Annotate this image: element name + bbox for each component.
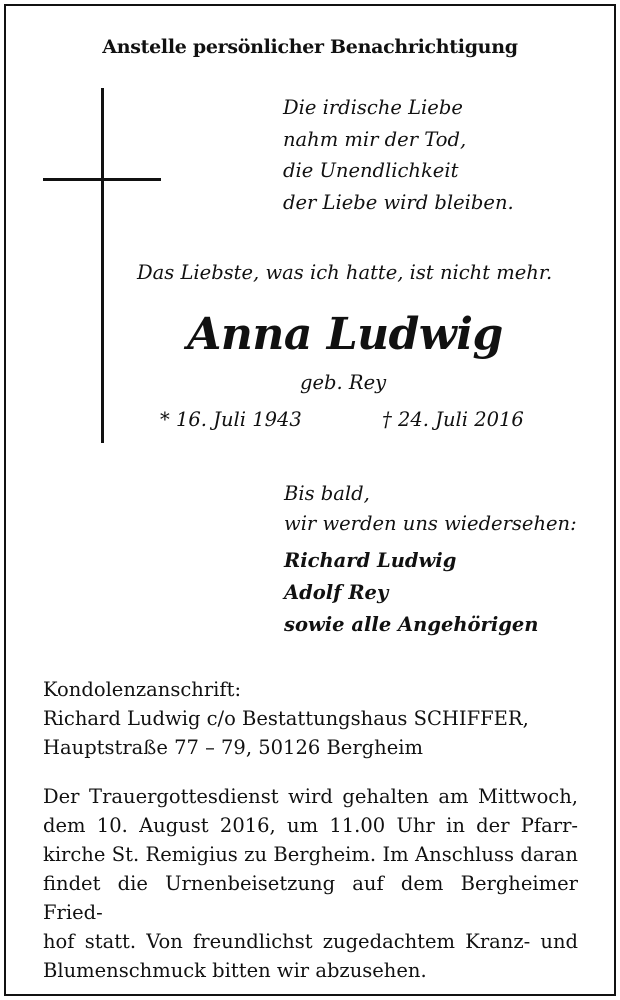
mourners <box>284 545 538 641</box>
farewell <box>284 479 577 539</box>
birth-date: * 16. Juli 1943 <box>160 408 302 431</box>
service-line: hof statt. Von freundlichst zugedachtem Kranz- und <box>43 930 578 953</box>
death-date: † 24. Juli 2016 <box>382 408 524 431</box>
service-info <box>43 782 578 985</box>
birth-name: geb. Rey <box>300 371 387 394</box>
condolence-line: Richard Ludwig c/o Bestattungshaus SCHIFFER, <box>43 707 529 730</box>
service-line: Der Trauergottesdienst wird gehalten am Mittwoch, <box>43 785 578 808</box>
service-line: findet die Urnenbeisetzung auf dem Bergheimer Fried- <box>43 872 578 924</box>
verse <box>283 92 514 218</box>
condolence-address <box>43 675 578 762</box>
service-line: kirche St. Remigius zu Bergheim. Im Anschluss daran <box>43 843 578 866</box>
quote: Das Liebste, was ich hatte, ist nicht mehr. <box>137 261 553 284</box>
deceased-name: Anna Ludwig <box>187 309 503 360</box>
verse-line: nahm mir der Tod, <box>283 127 467 151</box>
service-line: Blumenschmuck bitten wir abzusehen. <box>43 959 427 982</box>
service-line: dem 10. August 2016, um 11.00 Uhr in der Pfarr- <box>43 814 578 837</box>
notice-header: Anstelle persönlicher Benachrichtigung <box>102 36 518 58</box>
mourner-name: sowie alle Angehörigen <box>284 613 539 636</box>
condolence-line: Hauptstraße 77 – 79, 50126 Bergheim <box>43 736 423 759</box>
verse-line: Die irdische Liebe <box>283 96 463 119</box>
condolence-line: Kondolenzanschrift: <box>43 678 242 701</box>
cross-icon <box>101 88 104 443</box>
farewell-line: wir werden uns wiedersehen: <box>284 512 577 535</box>
verse-line: der Liebe wird bleiben. <box>283 190 514 214</box>
verse-line: die Unendlichkeit <box>283 159 459 182</box>
mourner-name: Adolf Rey <box>284 581 389 604</box>
mourner-name: Richard Ludwig <box>284 549 457 572</box>
cross-icon-bar <box>43 178 161 181</box>
farewell-line: Bis bald, <box>284 482 370 505</box>
